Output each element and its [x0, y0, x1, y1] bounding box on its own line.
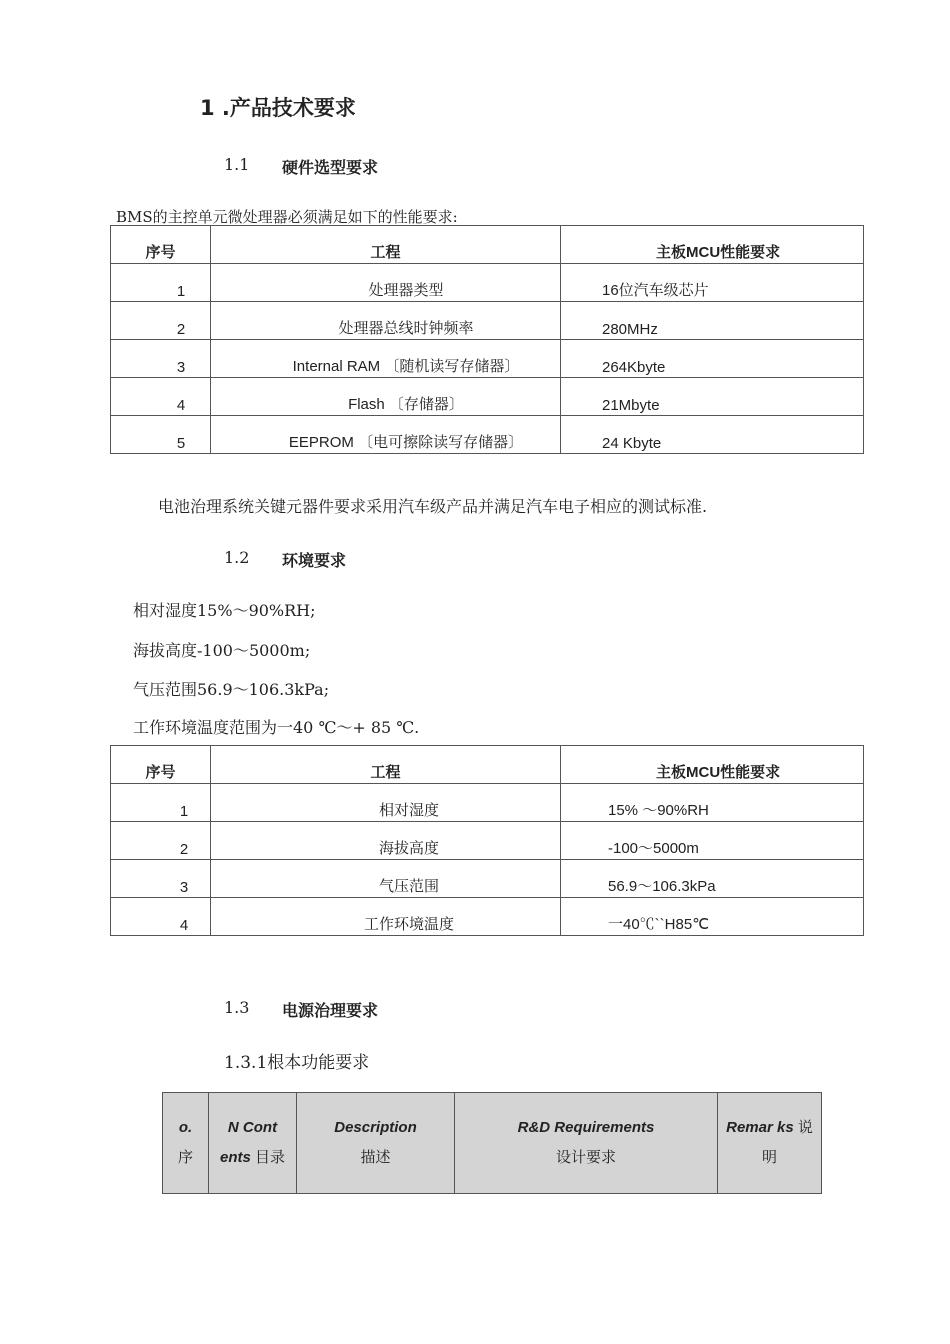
mcu-requirements-table [110, 225, 864, 454]
table-row [111, 302, 864, 340]
row-value: 24 Kbyte [602, 435, 662, 452]
table-row [111, 784, 864, 822]
row-value: 一40℃``H85℃ [608, 916, 710, 933]
intro-text: BMS的主控单元微处理器必须满足如下的性能要求: [116, 208, 458, 226]
row-item: 相对湿度 [378, 802, 439, 819]
power-management-table [162, 1092, 822, 1194]
row-value: 56.9〜106.3kPa [608, 878, 716, 895]
header-cell-no: o. 序 [163, 1093, 209, 1194]
section-title: 硬件选型要求 [282, 158, 379, 177]
row-item: EEPROM 〔电可擦除读写存储器〕 [288, 434, 524, 451]
row-value: 280MHz [602, 321, 658, 338]
row-item: 处理器类型 [368, 282, 444, 299]
row-value: -100〜5000m [608, 840, 699, 857]
header-cell-contents: N Cont ents 目录 [209, 1093, 297, 1194]
table-row [111, 378, 864, 416]
row-index: 3 [176, 359, 186, 376]
row-index: 5 [176, 435, 186, 452]
table-header-row [111, 746, 864, 784]
header-cell-remarks: Remar ks 说 明 [718, 1093, 822, 1194]
environment-table [110, 745, 864, 936]
header-cell: 主板MCU性能要求 [561, 226, 864, 264]
section-number: 1.3 [224, 998, 250, 1017]
env-pressure: 气压范围56.9〜106.3kPa; [133, 680, 330, 699]
section-number: 1.1 [224, 155, 250, 174]
table-header-row [163, 1093, 822, 1194]
row-index: 2 [176, 321, 186, 338]
table-row [111, 822, 864, 860]
table-row [111, 264, 864, 302]
table-row [111, 340, 864, 378]
row-item: Internal RAM 〔随机读写存储器〕 [292, 358, 520, 375]
section-1-3 [224, 998, 524, 1020]
section-1-1 [224, 155, 524, 177]
row-index: 2 [179, 841, 189, 858]
section-1-2 [224, 548, 524, 570]
row-item: 海拔高度 [378, 840, 439, 857]
env-altitude: 海拔高度-100〜5000m; [133, 641, 311, 660]
section-title: 环境要求 [282, 551, 347, 570]
env-temperature: 工作环境温度范围为一40 ℃〜+ 85 ℃. [133, 718, 420, 737]
row-index: 4 [176, 397, 186, 414]
row-value: 15% 〜90%RH [608, 802, 709, 819]
header-cell: 序号 [111, 746, 211, 784]
row-index: 3 [179, 879, 189, 896]
subsection-1-3-1: 1.3.1根本功能要求 [224, 1053, 370, 1073]
header-cell: 工程 [211, 226, 561, 264]
header-cell-description: Description 描述 [297, 1093, 455, 1194]
section-number: 1.2 [224, 548, 250, 567]
table-row [111, 860, 864, 898]
table-row [111, 416, 864, 454]
table-row [111, 898, 864, 936]
row-item: 工作环境温度 [363, 916, 454, 933]
header-cell: 序号 [111, 226, 211, 264]
standards-note: 电池治理系统关键元器件要求采用汽车级产品并满足汽车电子相应的测试标准. [158, 497, 708, 516]
row-index: 4 [179, 917, 189, 934]
header-cell-requirements: R&D Requirements 设计要求 [455, 1093, 718, 1194]
row-item: 处理器总线时钟频率 [338, 320, 474, 337]
row-value: 21Mbyte [602, 397, 660, 414]
row-value: 264Kbyte [602, 359, 666, 376]
row-index: 1 [176, 283, 186, 300]
table-header-row [111, 226, 864, 264]
row-value: 16位汽车级芯片 [602, 282, 709, 299]
row-index: 1 [179, 803, 189, 820]
env-humidity: 相对湿度15%〜90%RH; [133, 601, 316, 620]
header-cell: 工程 [211, 746, 561, 784]
header-cell: 主板MCU性能要求 [561, 746, 864, 784]
row-item: Flash 〔存储器〕 [348, 396, 464, 413]
row-item: 气压范围 [378, 878, 439, 895]
page-heading: 1 .产品技术要求 [200, 96, 356, 120]
section-title: 电源治理要求 [282, 1001, 379, 1020]
